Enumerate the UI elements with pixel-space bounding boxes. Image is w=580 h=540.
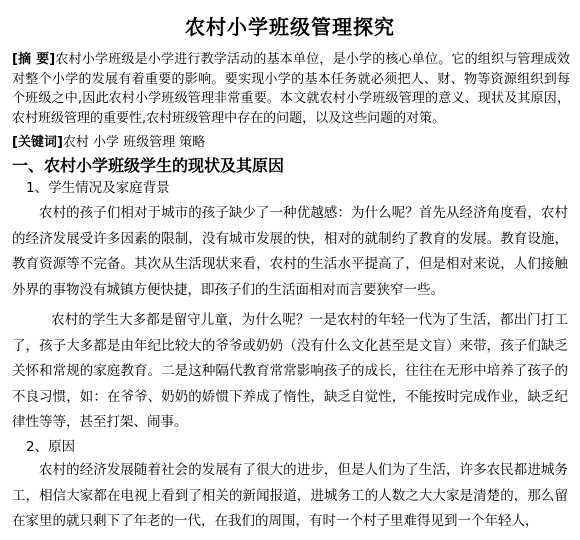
keywords-label: [关键词] xyxy=(12,135,63,150)
paragraph-3: 农村的经济发展随着社会的发展有了很大的进步，但是人们为了生活，许多农民都进城务工，相信大家都在电视上看到了相关的新闻报道，进城务工的人数之大大家是清楚的，那么留在家里的就只剩下了年老的一代，在我们的周围，有时一个村子里难得见到一个年轻人， xyxy=(12,462,568,529)
abstract-text: 农村小学班级是小学进行教学活动的基本单位，是小学的核心单位。它的组织与管理成效对整个小学的发展有着重要的影响。要实现小学的基本任务就必须把人、财、物等资源组织到每个班级之中,因此农村小学班级管理非常重要。本文就农村小学班级管理的意义、现状及其原因，农村班级管理的重要性,农村班级管理中存在的问题，以及这些问题的对策。 xyxy=(12,52,570,126)
keywords-text: 农村 小学 班级管理 策略 xyxy=(62,135,206,150)
section-heading: 一、农村小学班级学生的现状及其原因 xyxy=(12,156,285,175)
abstract xyxy=(12,50,570,128)
subsection-heading-background: 1、学生情况及家庭背景 xyxy=(26,180,170,196)
keywords xyxy=(12,133,570,152)
paragraph-2: 农村的学生大多都是留守儿童，为什么呢？一是农村的年轻一代为了生活，都出门打工了，孩子大多都是由年纪比较大的爷爷或奶奶（没有什么文化甚至是文盲）来带，孩子们缺乏关怀和常规的家庭教育。二是这种隔代教育常常影响孩子的成长，往往在无形中培养了孩子的不良习惯，如：在爷爷、奶奶的娇惯下养成了惰性，缺乏自觉性，不能按时完成作业，缺乏纪律性等等，甚至打架、闹事。 xyxy=(12,312,568,430)
subsection-heading-reasons: 2、原因 xyxy=(26,439,76,455)
paragraph-1: 农村的孩子们相对于城市的孩子缺少了一种优越感：为什么呢？首先从经济角度看，农村的经济发展受许多因素的限制，没有城市发展的快，相对的就制约了教育的发展。教育设施，教育资源等不完备。其次从生活现状来看，农村的生活水平提高了，但是相对来说，人们接触外界的事物没有城镇方便快捷，即孩子们的生活面相对而言要狭窄一些。 xyxy=(12,205,568,298)
abstract-label: [摘 要] xyxy=(12,52,56,67)
document-title: 农村小学班级管理探究 xyxy=(185,15,395,39)
